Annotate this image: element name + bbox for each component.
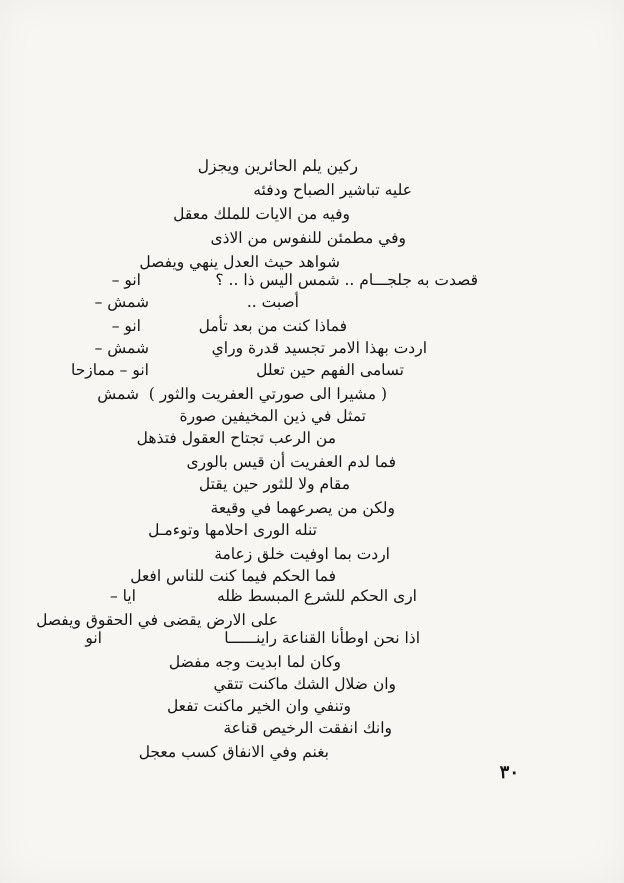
- verse-line: شواهد حيث العدل ينهي ويفصل: [139, 253, 340, 271]
- speaker-label: شمش: [97, 385, 139, 403]
- verse-line: أصبت ..: [246, 293, 299, 311]
- verse-line: تنله الورى احلامها وتوءمـل: [148, 521, 317, 539]
- verse-line: مقام ولا للثور حين يقتل: [198, 475, 350, 493]
- verse-line: من الرعب تجتاح العقول فتذهل: [136, 429, 336, 447]
- verse-line: فما لدم العفريت أن قيس بالورى: [186, 453, 396, 471]
- verse-line: وفيه من الايات للملك معقل: [173, 205, 350, 223]
- verse-line: ارى الحكم للشرع المبسط ظله: [216, 587, 417, 605]
- verse-line: اردت بهذا الامر تجسيد قدرة وراي: [211, 339, 427, 357]
- verse-line: وفي مطمئن للنفوس من الاذى: [210, 229, 406, 247]
- verse-line: بغنم وفي الانفاق كسب معجل: [138, 743, 329, 761]
- speaker-label: ايا –: [109, 587, 136, 605]
- verse-line: وان ضلال الشك ماكنت تتقي: [213, 675, 396, 693]
- verse-line: اردت بما اوفيت خلق زعامة: [214, 545, 390, 563]
- speaker-label: شمش –: [94, 339, 149, 357]
- verse-line: ولكن من يصرعهما في وقيعة: [210, 499, 395, 517]
- verse-line: تسامى الفهم حين تعلل: [256, 361, 404, 379]
- speaker-label: انو – ممازحا: [70, 361, 149, 379]
- speaker-label: انو: [85, 629, 102, 647]
- verse-line: تمثل في ذين المخيفين صورة: [179, 407, 366, 425]
- verse-line: عليه تباشير الصباح ودفئه: [253, 181, 412, 199]
- verse-line: وتنفي وان الخير ماكنت تفعل: [166, 697, 351, 715]
- page-number: ٣٠: [499, 762, 519, 783]
- verse-line: قصدت به جلجـــام .. شمس اليس ذا .. ؟: [215, 271, 478, 289]
- verse-line: على الارض يقضى في الحقوق ويفصل: [36, 611, 278, 629]
- speaker-label: انو –: [111, 271, 141, 289]
- verse-line: وكان لما ابديت وجه مفضل: [168, 653, 341, 671]
- speaker-label: شمش –: [94, 293, 149, 311]
- verse-line: وانك انفقت الرخيص قناعة: [223, 719, 392, 737]
- verse-line: ركين يلم الحائرين ويجزل: [197, 157, 358, 175]
- verse-line: فما الحكم فيما كنت للناس افعل: [130, 567, 336, 585]
- verse-line: اذا نحن اوطأنا القناعة راينــــــا: [224, 629, 420, 647]
- speaker-label: انو –: [111, 317, 141, 335]
- verse-line: ( مشيرا الى صورتي العفريت والثور ): [148, 385, 387, 403]
- verse-line: فماذا كنت من بعد تأمل: [198, 317, 347, 335]
